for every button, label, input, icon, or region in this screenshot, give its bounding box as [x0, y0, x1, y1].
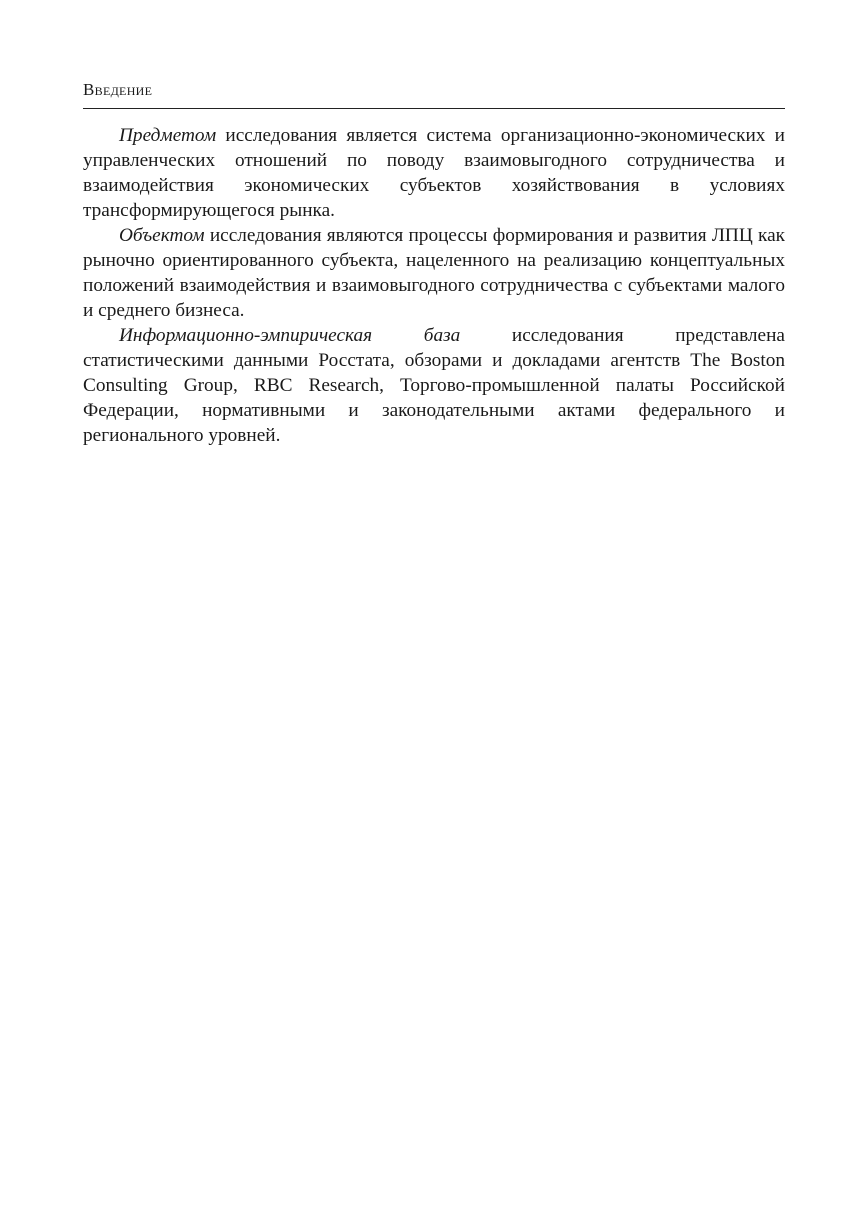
paragraph-subject: [83, 123, 785, 223]
running-head: Введение: [83, 80, 153, 99]
paragraph-lead-italic: Информационно-эмпирическая база: [119, 325, 461, 346]
header-rule: [83, 108, 785, 109]
paragraph-text: исследования являются процессы формирования и развития ЛПЦ как рыночно ориентированного субъекта, нацеленного на реализацию концептуальных положений взаимодействия и взаимовыгодного сотрудничества с субъектами малого и среднего бизнеса.: [83, 225, 785, 321]
body-text: [83, 123, 785, 448]
book-page: [83, 80, 785, 448]
paragraph-information-base: [83, 323, 785, 448]
paragraph-object: [83, 223, 785, 323]
paragraph-text: исследования представлена статистическими данными Росстата, обзорами и докладами агентств The Boston Consulting Group, RBC Research, Торгово-промышленной палаты Российской Федерации, нормативными и законодательными актами федерального и регионального уровней.: [83, 325, 785, 446]
paragraph-lead-italic: Объектом: [119, 225, 205, 246]
paragraph-lead-italic: Предметом: [119, 125, 217, 146]
paragraph-text: исследования является система организационно-экономических и управленческих отношений по поводу взаимовыгодного сотрудничества и взаимодействия экономических субъектов хозяйствования в условиях трансформирующегося рынка.: [83, 125, 785, 221]
